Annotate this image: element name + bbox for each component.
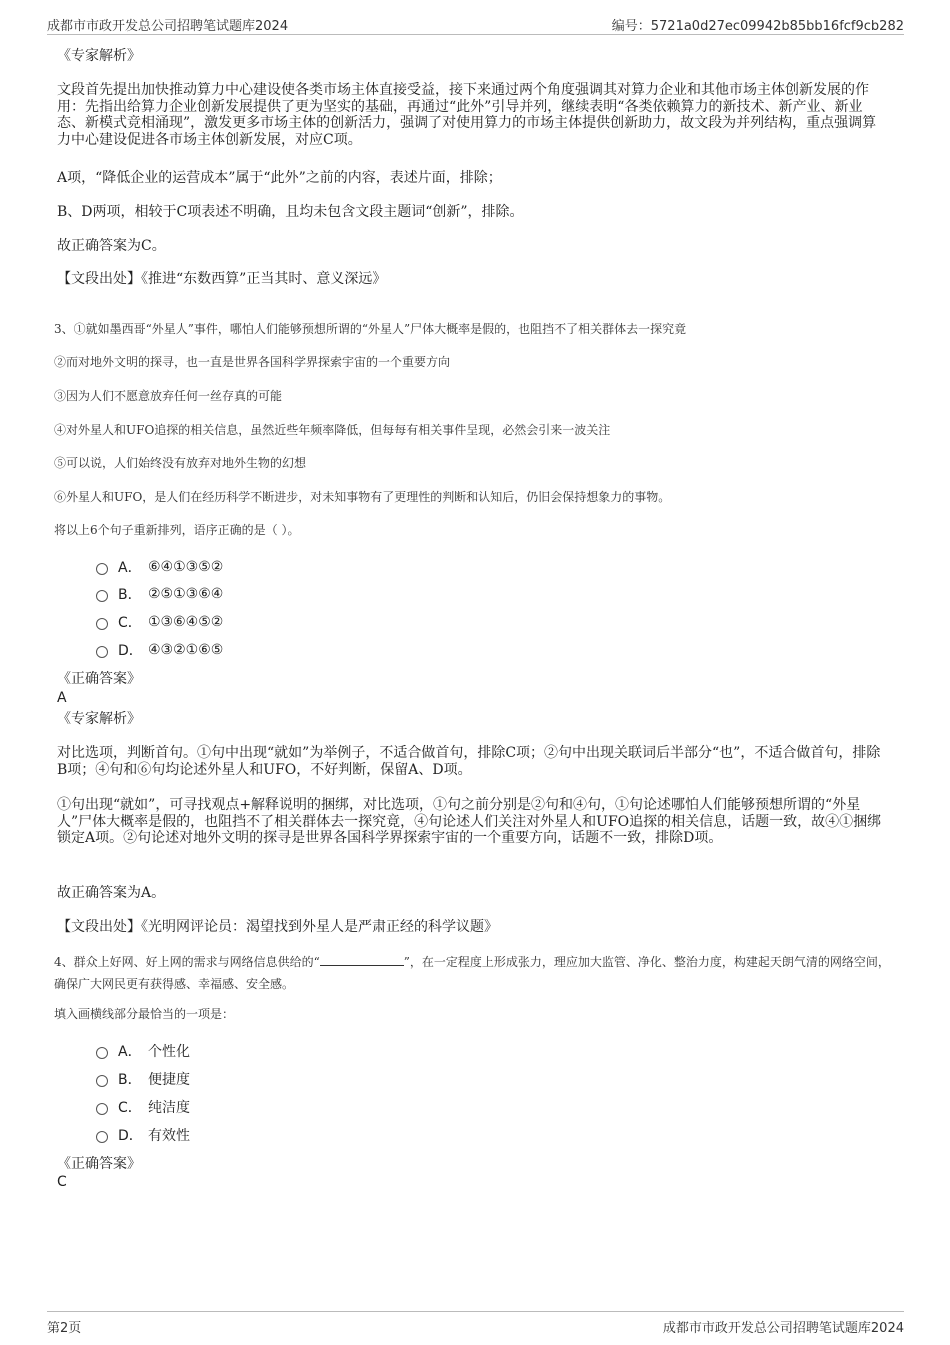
q4-stem-start: 4、群众上好网、好上网的需求与网络信息供给的“ (54, 955, 320, 969)
q3-option-a[interactable] (96, 557, 223, 577)
q4-answer: C (57, 1174, 67, 1190)
q3-sentence-1: 3、①就如墨西哥“外星人”事件，哪怕人们能够预想所谓的“外星人”尸体大概率是假的，也阻挡不了相关群体去一探究竟 (54, 322, 687, 336)
q3-expert-label: 《专家解析》 (57, 711, 141, 727)
q3-answer: A (57, 690, 67, 706)
radio-icon[interactable] (96, 563, 108, 575)
q3-option-d[interactable] (96, 640, 223, 660)
q3-sentence-5: ⑤可以说，人们始终没有放弃对地外生物的幻想 (54, 456, 307, 470)
q4-option-a[interactable] (96, 1041, 190, 1061)
q2-expert-label: 《专家解析》 (57, 48, 141, 64)
q3-sentence-3: ③因为人们不愿意放弃任何一丝存真的可能 (54, 389, 283, 403)
q2-analysis-bd: B、D两项，相较于C项表述不明确，且均未包含文段主题词“创新”，排除。 (57, 204, 524, 220)
q3-analysis-2: ①句出现“就如”，可寻找观点+解释说明的捆绑，对比选项，①句之前分别是②句和④句，①句论述哪怕人们能够预想所谓的“外星人”尸体大概率是假的，也阻挡不了相关群体去一探究竟，④句论述人们关注对外星人和UFO追探的相关信息，话题一致，故④①捆绑锁定A项。②句论述对地外文明的探寻是世界各国科学界探索宇宙的一个重要方向，话题不一致，排除D项。 (57, 797, 882, 846)
option-text: ①③⑥④⑤② (148, 614, 224, 630)
document-id: 编号：5721a0d27ec09942b85bb16fcf9cb282 (611, 19, 904, 34)
radio-icon[interactable] (96, 1103, 108, 1115)
page-number: 第2页 (47, 1321, 82, 1336)
header-title: 成都市市政开发总公司招聘笔试题库2024 (47, 19, 289, 34)
q3-source: 【文段出处】《光明网评论员：渴望找到外星人是严肃正经的科学议题》 (57, 919, 498, 935)
radio-icon[interactable] (96, 646, 108, 658)
option-letter: D． (118, 1128, 143, 1144)
q3-prompt: 将以上6个句子重新排列，语序正确的是（ ）。 (54, 523, 300, 537)
radio-icon[interactable] (96, 590, 108, 602)
q4-answer-label: 《正确答案》 (57, 1156, 141, 1172)
q2-conclusion: 故正确答案为C。 (57, 238, 166, 254)
q2-source: 【文段出处】《推进“东数西算”正当其时、意义深远》 (57, 271, 387, 287)
option-letter: A． (118, 560, 142, 576)
q4-stem (54, 951, 899, 995)
q2-analysis-a: A项，“降低企业的运营成本”属于“此外”之前的内容，表述片面，排除； (57, 170, 502, 186)
page-header (47, 12, 904, 35)
option-letter: B． (118, 587, 142, 603)
option-letter: C． (118, 615, 142, 631)
option-text: 便捷度 (148, 1072, 190, 1088)
radio-icon[interactable] (96, 618, 108, 630)
q3-conclusion: 故正确答案为A。 (57, 885, 166, 901)
option-text: 个性化 (148, 1044, 190, 1060)
q3-sentence-4: ④对外星人和UFO追探的相关信息，虽然近些年频率降低，但每每有相关事件呈现，必然会引来一波关注 (54, 423, 611, 437)
option-letter: D． (118, 643, 143, 659)
option-text: 纯洁度 (148, 1100, 190, 1116)
q3-sentence-6: ⑥外星人和UFO，是人们在经历科学不断进步，对未知事物有了更理性的判断和认知后，仍旧会保持想象力的事物。 (54, 490, 671, 504)
q3-sentence-2: ②而对地外文明的探寻，也一直是世界各国科学界探索宇宙的一个重要方向 (54, 355, 451, 369)
q2-analysis: 文段首先提出加快推动算力中心建设使各类市场主体直接受益，接下来通过两个角度强调其对算力企业和其他市场主体创新发展的作用：先指出给算力企业创新发展提供了更为坚实的基础，再通过“此外”引导并列，继续表明“各类依赖算力的新技术、新产业、新业态、新模式竞相涌现”，激发更多市场主体的创新活力，强调了对使用算力的市场主体提供创新助力，故文段为并列结构，重点强调算力中心建设促进各市场主体创新发展，对应C项。 (57, 82, 877, 148)
q4-option-b[interactable] (96, 1069, 190, 1089)
q3-answer-label: 《正确答案》 (57, 671, 141, 687)
option-text: ②⑤①③⑥④ (148, 586, 224, 602)
option-letter: A． (118, 1044, 142, 1060)
q4-option-d[interactable] (96, 1125, 190, 1145)
radio-icon[interactable] (96, 1131, 108, 1143)
option-text: 有效性 (148, 1128, 190, 1144)
radio-icon[interactable] (96, 1075, 108, 1087)
page-footer (47, 1311, 904, 1336)
q3-option-b[interactable] (96, 584, 223, 604)
blank-line (320, 953, 404, 966)
option-letter: B． (118, 1072, 142, 1088)
q4-stem-end: ”，在一定程度上形成张力，理应加大监管、净化、整治力度，构建起天朗气清的网络空间，确保广大网民更有获得感、幸福感、安全感。 (54, 955, 890, 991)
q3-analysis-1: 对比选项，判断首句。①句中出现“就如”为举例子，不适合做首句，排除C项；②句中出现关联词后半部分“也”，不适合做首句，排除B项；④句和⑥句均论述外星人和UFO，不好判断，保留A、D项。 (57, 745, 881, 778)
q3-option-c[interactable] (96, 612, 223, 632)
q4-option-c[interactable] (96, 1097, 190, 1117)
option-text: ⑥④①③⑤② (148, 559, 224, 575)
option-text: ④③②①⑥⑤ (148, 642, 224, 658)
option-letter: C． (118, 1100, 142, 1116)
q4-prompt: 填入画横线部分最恰当的一项是： (54, 1007, 235, 1021)
footer-title: 成都市市政开发总公司招聘笔试题库2024 (662, 1321, 904, 1336)
radio-icon[interactable] (96, 1047, 108, 1059)
